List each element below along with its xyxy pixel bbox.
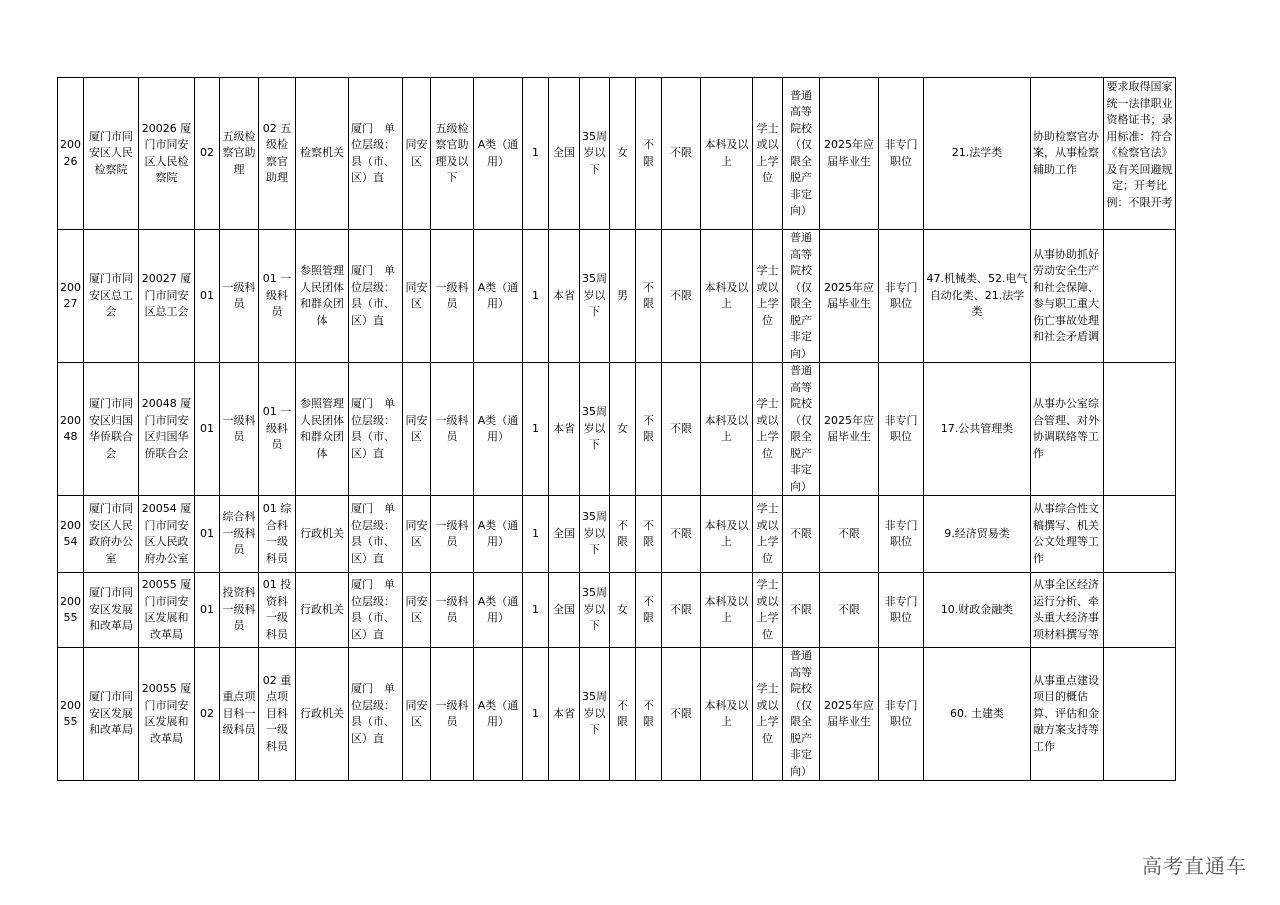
cell-school: 普通高等院校（仅限全脱产非定向）: [783, 230, 820, 363]
cell-graduate: 不限: [820, 573, 879, 648]
cell-graduate: 2025年应届毕业生: [820, 363, 879, 496]
cell-quota: 1: [523, 648, 549, 781]
cell-school: 普通高等院校（仅限全脱产非定向）: [783, 648, 820, 781]
cell-position-no: 01: [195, 363, 220, 496]
cell-gender: 女: [610, 363, 636, 496]
cell-graduate: 不限: [820, 496, 879, 573]
cell-age: 35周岁以下: [580, 573, 610, 648]
cell-age: 35周岁以下: [580, 230, 610, 363]
cell-exam-type: A类（通用）: [474, 496, 523, 573]
cell-ethnic: 不限: [636, 573, 662, 648]
cell-position-name: 五级检察官助理: [220, 78, 259, 230]
cell-major: 9.经济贸易类: [924, 496, 1031, 573]
cell-quota: 1: [523, 573, 549, 648]
cell-ethnic: 不限: [636, 496, 662, 573]
cell-unit: 厦门市同安区发展和改革局: [84, 648, 139, 781]
cell-gender: 女: [610, 573, 636, 648]
cell-education: 本科及以上: [701, 496, 753, 573]
cell-range: 本省: [549, 648, 580, 781]
cell-duty: 从事协助抓好劳动安全生产和社会保障、参与职工重大伤亡事故处理和社会矛盾调: [1031, 230, 1104, 363]
cell-special: 非专门职位: [879, 78, 924, 230]
cell-exam-type: A类（通用）: [474, 78, 523, 230]
cell-range: 全国: [549, 496, 580, 573]
cell-exam-type: A类（通用）: [474, 230, 523, 363]
cell-notes: 要求取得国家统一法律职业资格证书；录用标准：符合《检察官法》及有关回避规定；开考比例：不限开考: [1104, 78, 1176, 230]
cell-gender: 女: [610, 78, 636, 230]
cell-position-no: 02: [195, 78, 220, 230]
table-row: [58, 648, 1176, 781]
cell-location: 同安区: [403, 230, 431, 363]
cell-position-code-name: 02 重点项目科一级科员: [259, 648, 296, 781]
cell-gender: 不限: [610, 648, 636, 781]
cell-position-name: 一级科员: [220, 363, 259, 496]
cell-graduate: 2025年应届毕业生: [820, 78, 879, 230]
cell-age: 35周岁以下: [580, 363, 610, 496]
cell-position-name: 投资科一级科员: [220, 573, 259, 648]
cell-unit-nature: 参照管理人民团体和群众团体: [296, 363, 349, 496]
cell-age: 35周岁以下: [580, 496, 610, 573]
cell-position-no: 02: [195, 648, 220, 781]
cell-political: 不限: [662, 648, 701, 781]
cell-school: 不限: [783, 496, 820, 573]
cell-unit-code-name: 20026 厦门市同安区人民检察院: [139, 78, 195, 230]
cell-code: 20026: [58, 78, 84, 230]
cell-exam-type: A类（通用）: [474, 648, 523, 781]
cell-unit: 厦门市同安区归国华侨联合会: [84, 363, 139, 496]
cell-school: 普通高等院校（仅限全脱产非定向）: [783, 363, 820, 496]
cell-position-code-name: 01 综合科一级科员: [259, 496, 296, 573]
cell-unit-level: 厦门 单位层级：县（市、区）直: [349, 648, 403, 781]
cell-duty: 协助检察官办案，从事检察辅助工作: [1031, 78, 1104, 230]
cell-rank: 一级科员: [431, 573, 474, 648]
cell-political: 不限: [662, 496, 701, 573]
cell-major: 10.财政金融类: [924, 573, 1031, 648]
cell-unit-level: 厦门 单位层级：县（市、区）直: [349, 230, 403, 363]
table-row: [58, 363, 1176, 496]
cell-special: 非专门职位: [879, 496, 924, 573]
cell-political: 不限: [662, 230, 701, 363]
cell-location: 同安区: [403, 496, 431, 573]
cell-rank: 五级检察官助理及以下: [431, 78, 474, 230]
cell-position-code-name: 01 一级科员: [259, 363, 296, 496]
cell-ethnic: 不限: [636, 648, 662, 781]
cell-notes: [1104, 573, 1176, 648]
cell-position-no: 01: [195, 230, 220, 363]
cell-duty: 从事全区经济运行分析、牵头重大经济事项材料撰写等: [1031, 573, 1104, 648]
cell-location: 同安区: [403, 573, 431, 648]
cell-education: 本科及以上: [701, 648, 753, 781]
cell-notes: [1104, 363, 1176, 496]
cell-position-code-name: 01 一级科员: [259, 230, 296, 363]
cell-unit-nature: 行政机关: [296, 648, 349, 781]
cell-age: 35周岁以下: [580, 78, 610, 230]
cell-notes: [1104, 648, 1176, 781]
cell-notes: [1104, 496, 1176, 573]
cell-code: 20055: [58, 648, 84, 781]
cell-degree: 学士或以上学位: [753, 78, 783, 230]
cell-degree: 学士或以上学位: [753, 363, 783, 496]
cell-political: 不限: [662, 78, 701, 230]
cell-gender: 男: [610, 230, 636, 363]
cell-graduate: 2025年应届毕业生: [820, 648, 879, 781]
cell-position-no: 01: [195, 496, 220, 573]
cell-ethnic: 不限: [636, 78, 662, 230]
cell-degree: 学士或以上学位: [753, 230, 783, 363]
cell-location: 同安区: [403, 363, 431, 496]
cell-rank: 一级科员: [431, 496, 474, 573]
cell-quota: 1: [523, 496, 549, 573]
cell-unit: 厦门市同安区总工会: [84, 230, 139, 363]
watermark-text: 高考直通车: [1142, 854, 1247, 878]
cell-graduate: 2025年应届毕业生: [820, 230, 879, 363]
cell-range: 本省: [549, 230, 580, 363]
cell-unit-level: 厦门 单位层级：县（市、区）直: [349, 78, 403, 230]
cell-major: 21.法学类: [924, 78, 1031, 230]
cell-special: 非专门职位: [879, 648, 924, 781]
cell-location: 同安区: [403, 78, 431, 230]
cell-code: 20054: [58, 496, 84, 573]
cell-political: 不限: [662, 363, 701, 496]
cell-special: 非专门职位: [879, 573, 924, 648]
table-row: [58, 78, 1176, 230]
cell-unit-nature: 行政机关: [296, 573, 349, 648]
cell-range: 全国: [549, 78, 580, 230]
cell-age: 35周岁以下: [580, 648, 610, 781]
cell-education: 本科及以上: [701, 78, 753, 230]
cell-rank: 一级科员: [431, 363, 474, 496]
cell-degree: 学士或以上学位: [753, 573, 783, 648]
cell-unit: 厦门市同安区人民政府办公室: [84, 496, 139, 573]
cell-major: 60. 土建类: [924, 648, 1031, 781]
cell-unit-code-name: 20027 厦门市同安区总工会: [139, 230, 195, 363]
cell-education: 本科及以上: [701, 230, 753, 363]
cell-range: 本省: [549, 363, 580, 496]
cell-location: 同安区: [403, 648, 431, 781]
cell-unit-level: 厦门 单位层级：县（市、区）直: [349, 496, 403, 573]
cell-range: 全国: [549, 573, 580, 648]
cell-unit-nature: 检察机关: [296, 78, 349, 230]
cell-special: 非专门职位: [879, 363, 924, 496]
table-row: [58, 573, 1176, 648]
cell-unit-code-name: 20054 厦门市同安区人民政府办公室: [139, 496, 195, 573]
cell-rank: 一级科员: [431, 648, 474, 781]
cell-position-name: 重点项目科一级科员: [220, 648, 259, 781]
cell-code: 20027: [58, 230, 84, 363]
cell-political: 不限: [662, 573, 701, 648]
cell-unit: 厦门市同安区发展和改革局: [84, 573, 139, 648]
cell-quota: 1: [523, 363, 549, 496]
cell-unit-code-name: 20055 厦门市同安区发展和改革局: [139, 573, 195, 648]
cell-ethnic: 不限: [636, 230, 662, 363]
cell-rank: 一级科员: [431, 230, 474, 363]
cell-position-name: 一级科员: [220, 230, 259, 363]
cell-quota: 1: [523, 78, 549, 230]
cell-school: 普通高等院校（仅限全脱产非定向）: [783, 78, 820, 230]
cell-degree: 学士或以上学位: [753, 648, 783, 781]
cell-exam-type: A类（通用）: [474, 363, 523, 496]
cell-school: 不限: [783, 573, 820, 648]
cell-position-no: 01: [195, 573, 220, 648]
position-table-body: [58, 78, 1176, 781]
cell-code: 20055: [58, 573, 84, 648]
cell-unit-level: 厦门 单位层级：县（市、区）直: [349, 573, 403, 648]
cell-position-code-name: 02 五级检察官助理: [259, 78, 296, 230]
cell-position-code-name: 01 投资科一级科员: [259, 573, 296, 648]
cell-unit: 厦门市同安区人民检察院: [84, 78, 139, 230]
cell-degree: 学士或以上学位: [753, 496, 783, 573]
table-row: [58, 230, 1176, 363]
position-table: [57, 77, 1176, 781]
cell-education: 本科及以上: [701, 363, 753, 496]
cell-notes: [1104, 230, 1176, 363]
cell-ethnic: 不限: [636, 363, 662, 496]
cell-duty: 从事办公室综合管理、对外协调联络等工作: [1031, 363, 1104, 496]
cell-major: 17.公共管理类: [924, 363, 1031, 496]
table-row: [58, 496, 1176, 573]
cell-quota: 1: [523, 230, 549, 363]
cell-position-name: 综合科一级科员: [220, 496, 259, 573]
cell-unit-level: 厦门 单位层级：县（市、区）直: [349, 363, 403, 496]
cell-unit-nature: 参照管理人民团体和群众团体: [296, 230, 349, 363]
cell-unit-code-name: 20048 厦门市同安区归国华侨联合会: [139, 363, 195, 496]
cell-unit-nature: 行政机关: [296, 496, 349, 573]
cell-gender: 不限: [610, 496, 636, 573]
cell-education: 本科及以上: [701, 573, 753, 648]
cell-duty: 从事综合性文稿撰写、机关公文处理等工作: [1031, 496, 1104, 573]
cell-exam-type: A类（通用）: [474, 573, 523, 648]
cell-major: 47.机械类、52.电气自动化类、21.法学类: [924, 230, 1031, 363]
cell-code: 20048: [58, 363, 84, 496]
cell-unit-code-name: 20055 厦门市同安区发展和改革局: [139, 648, 195, 781]
cell-special: 非专门职位: [879, 230, 924, 363]
cell-duty: 从事重点建设项目的概估算、评估和金融方案支持等工作: [1031, 648, 1104, 781]
